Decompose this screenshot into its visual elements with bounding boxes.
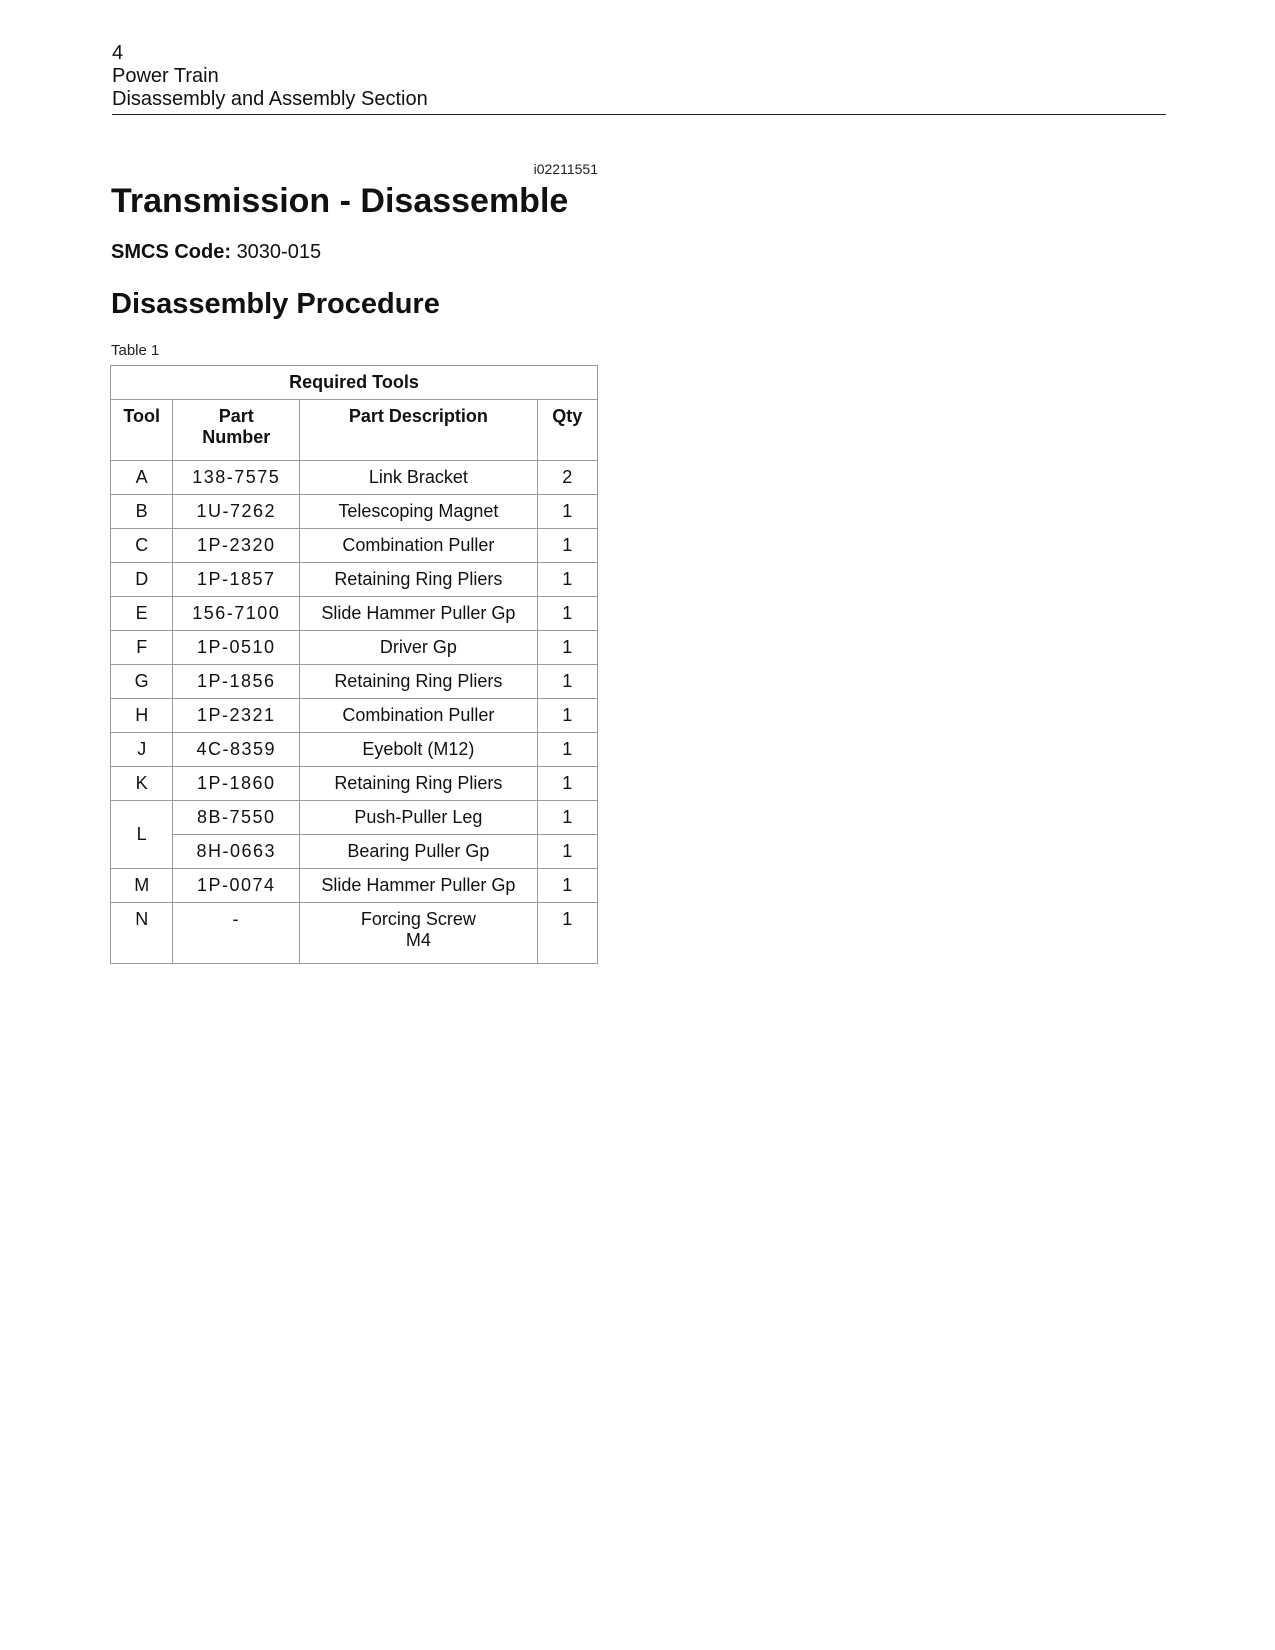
qty-cell: 1	[537, 733, 597, 767]
tool-cell: L	[111, 801, 173, 869]
tool-cell: N	[111, 903, 173, 964]
page-header	[112, 42, 1166, 111]
part-number-cell: 138-7575	[173, 461, 300, 495]
tool-cell: G	[111, 665, 173, 699]
description-cell: Forcing Screw M4	[300, 903, 537, 964]
header-divider	[112, 114, 1166, 115]
qty-cell: 1	[537, 529, 597, 563]
qty-cell: 1	[537, 869, 597, 903]
header-qty: Qty	[537, 400, 597, 461]
table-row	[111, 597, 598, 631]
table-row	[111, 699, 598, 733]
tool-cell: K	[111, 767, 173, 801]
part-number-cell: 1P-0510	[173, 631, 300, 665]
part-number-cell: 8H-0663	[173, 835, 300, 869]
document-id: i02211551	[533, 161, 598, 177]
qty-cell: 1	[537, 665, 597, 699]
header-part-number-text: Part Number	[202, 406, 271, 447]
part-number-cell: 1P-2321	[173, 699, 300, 733]
table-row	[111, 835, 598, 869]
tool-cell: D	[111, 563, 173, 597]
book-title: Power Train	[112, 65, 219, 87]
table-row	[111, 869, 598, 903]
tool-cell: A	[111, 461, 173, 495]
table-row	[111, 631, 598, 665]
qty-cell: 1	[537, 495, 597, 529]
qty-cell: 1	[537, 631, 597, 665]
description-cell: Telescoping Magnet	[300, 495, 537, 529]
required-tools-table	[110, 365, 598, 964]
header-part-number	[173, 400, 300, 461]
table-row	[111, 563, 598, 597]
part-number-cell: 1P-2320	[173, 529, 300, 563]
part-number-cell: 1P-1857	[173, 563, 300, 597]
part-number-cell: 1P-1856	[173, 665, 300, 699]
qty-cell: 1	[537, 563, 597, 597]
tool-cell: E	[111, 597, 173, 631]
table-caption: Table 1	[111, 342, 160, 359]
table-row	[111, 529, 598, 563]
table-row	[111, 903, 598, 964]
smcs-value: 3030-015	[236, 241, 322, 263]
part-number-cell: 8B-7550	[173, 801, 300, 835]
procedure-heading: Disassembly Procedure	[111, 288, 440, 320]
table-row	[111, 733, 598, 767]
tool-cell: H	[111, 699, 173, 733]
description-cell: Slide Hammer Puller Gp	[300, 597, 537, 631]
description-cell: Retaining Ring Pliers	[300, 563, 537, 597]
tool-cell: B	[111, 495, 173, 529]
tool-cell: C	[111, 529, 173, 563]
description-cell: Eyebolt (M12)	[300, 733, 537, 767]
table-row	[111, 801, 598, 835]
part-number-cell: 1U-7262	[173, 495, 300, 529]
table-row	[111, 767, 598, 801]
header-description: Part Description	[300, 400, 537, 461]
part-number-cell: 1P-0074	[173, 869, 300, 903]
qty-cell: 1	[537, 801, 597, 835]
page-number: 4	[112, 42, 124, 64]
part-number-cell: 156-7100	[173, 597, 300, 631]
description-cell: Link Bracket	[300, 461, 537, 495]
part-number-cell: 4C-8359	[173, 733, 300, 767]
description-cell: Bearing Puller Gp	[300, 835, 537, 869]
tool-cell: M	[111, 869, 173, 903]
tool-cell: J	[111, 733, 173, 767]
header-tool: Tool	[111, 400, 173, 461]
description-cell: Retaining Ring Pliers	[300, 665, 537, 699]
tool-cell: F	[111, 631, 173, 665]
table-row	[111, 665, 598, 699]
table-row	[111, 461, 598, 495]
smcs-code	[111, 240, 321, 264]
qty-cell: 1	[537, 597, 597, 631]
description-cell: Driver Gp	[300, 631, 537, 665]
description-cell: Slide Hammer Puller Gp	[300, 869, 537, 903]
page-title: Transmission - Disassemble	[111, 182, 569, 220]
smcs-label: SMCS Code:	[111, 241, 231, 263]
part-number-cell: 1P-1860	[173, 767, 300, 801]
qty-cell: 1	[537, 903, 597, 964]
description-cell: Push-Puller Leg	[300, 801, 537, 835]
table-row	[111, 495, 598, 529]
table-title: Required Tools	[111, 366, 598, 400]
description-cell: Combination Puller	[300, 529, 537, 563]
section-title: Disassembly and Assembly Section	[112, 88, 428, 110]
description-cell: Combination Puller	[300, 699, 537, 733]
part-number-cell: -	[173, 903, 300, 964]
qty-cell: 1	[537, 699, 597, 733]
qty-cell: 1	[537, 835, 597, 869]
description-cell: Retaining Ring Pliers	[300, 767, 537, 801]
qty-cell: 2	[537, 461, 597, 495]
qty-cell: 1	[537, 767, 597, 801]
